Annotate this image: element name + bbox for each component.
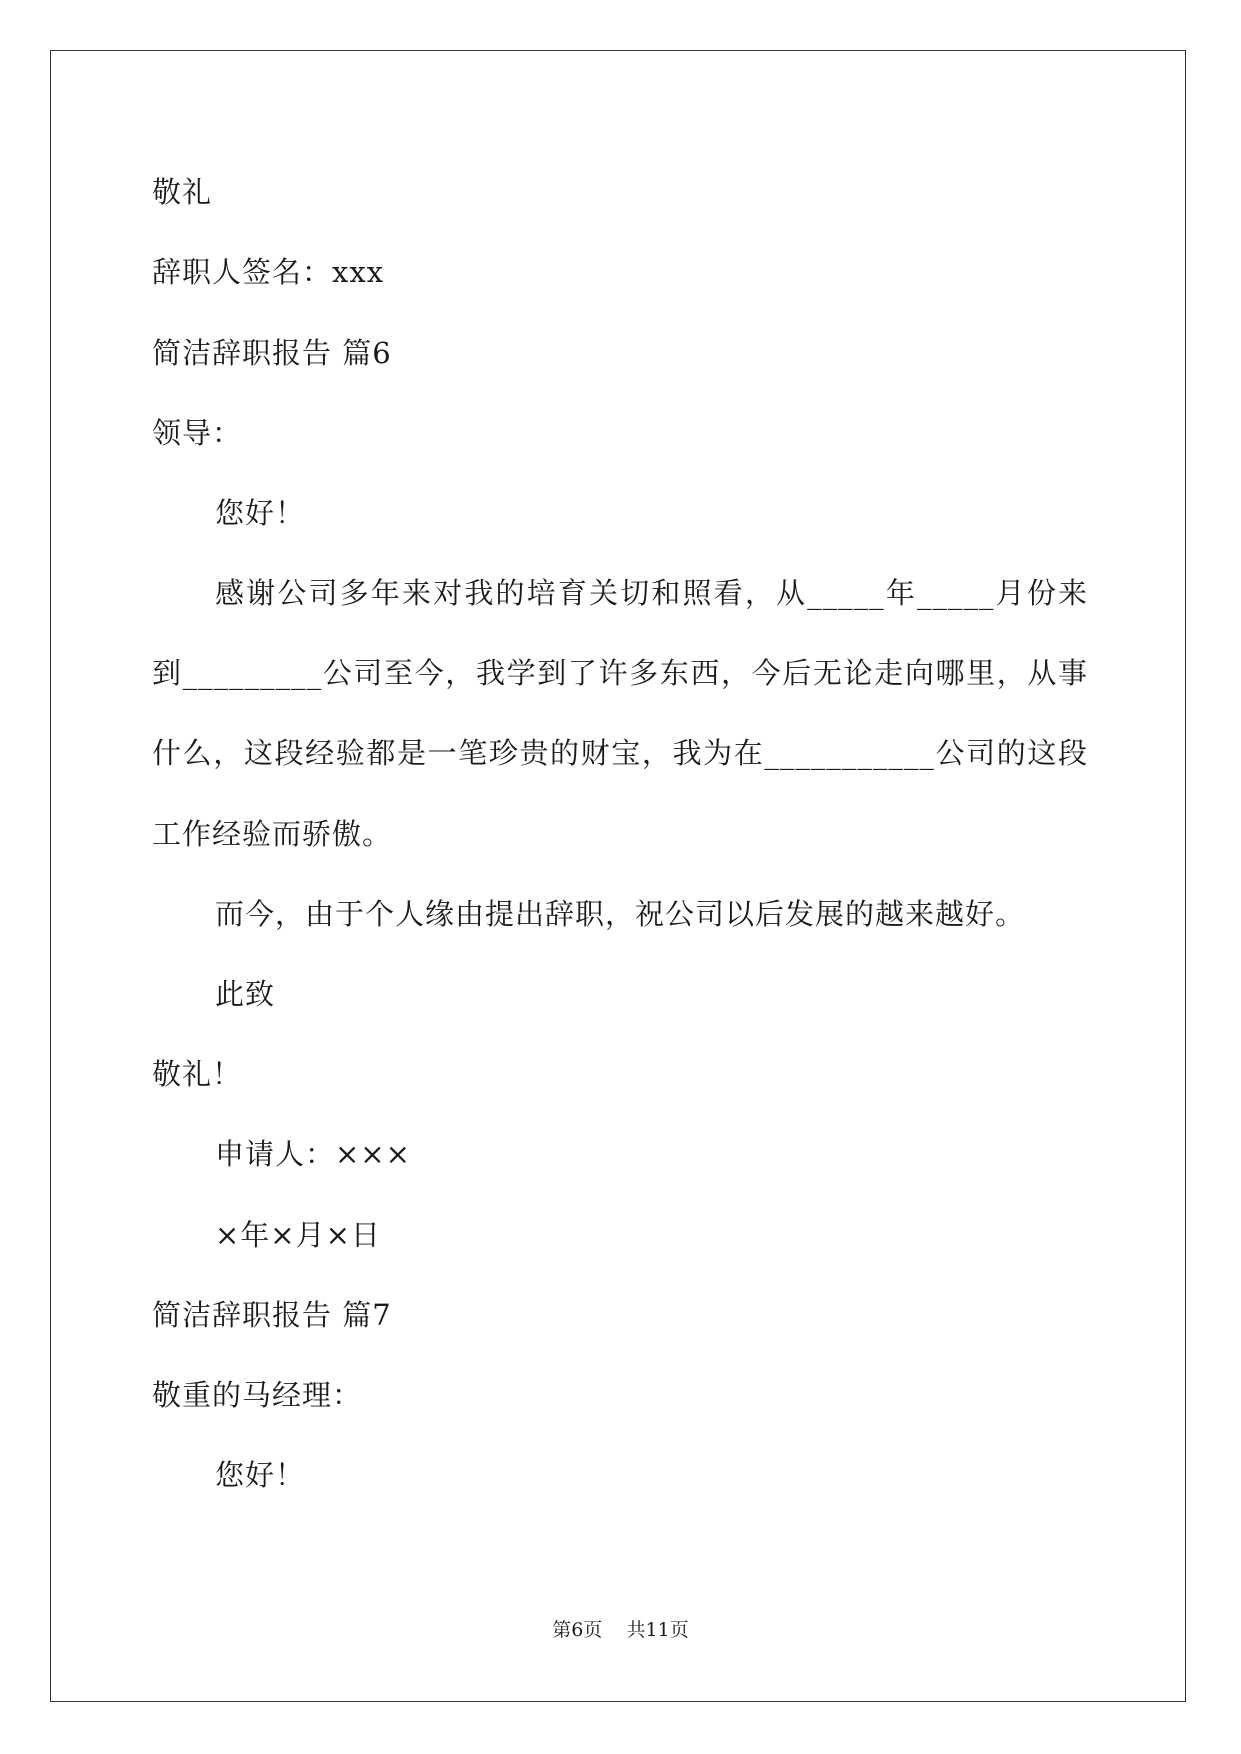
page-number: 第6页 共11页	[552, 1619, 689, 1641]
date-line: ×年×月×日	[215, 1218, 381, 1252]
paragraph-line: 工作经验而骄傲。	[152, 817, 393, 851]
section-title-6: 简洁辞职报告 篇6	[152, 336, 392, 370]
closing-salute: 敬礼！	[152, 1057, 243, 1091]
signature-line: 辞职人签名：xxx	[152, 255, 385, 289]
salutation: 敬重的马经理：	[152, 1378, 363, 1412]
paragraph-line: 什么，这段经验都是一笔珍贵的财宝，我为在___________公司的这段	[152, 736, 1088, 770]
paragraph-line: 感谢公司多年来对我的培育关切和照看，从_____年_____月份来	[215, 576, 1088, 610]
closing-phrase: 此致	[215, 977, 276, 1011]
section-title-7: 简洁辞职报告 篇7	[152, 1298, 392, 1332]
greeting: 您好！	[215, 1458, 306, 1492]
paragraph-line: 而今，由于个人缘由提出辞职，祝公司以后发展的越来越好。	[215, 897, 1026, 931]
salutation: 领导：	[152, 416, 243, 450]
applicant-line: 申请人：×××	[215, 1137, 411, 1171]
closing-salute: 敬礼	[152, 175, 213, 209]
paragraph-line: 到_________公司至今，我学到了许多东西，今后无论走向哪里，从事	[152, 656, 1088, 690]
greeting: 您好！	[215, 496, 306, 530]
